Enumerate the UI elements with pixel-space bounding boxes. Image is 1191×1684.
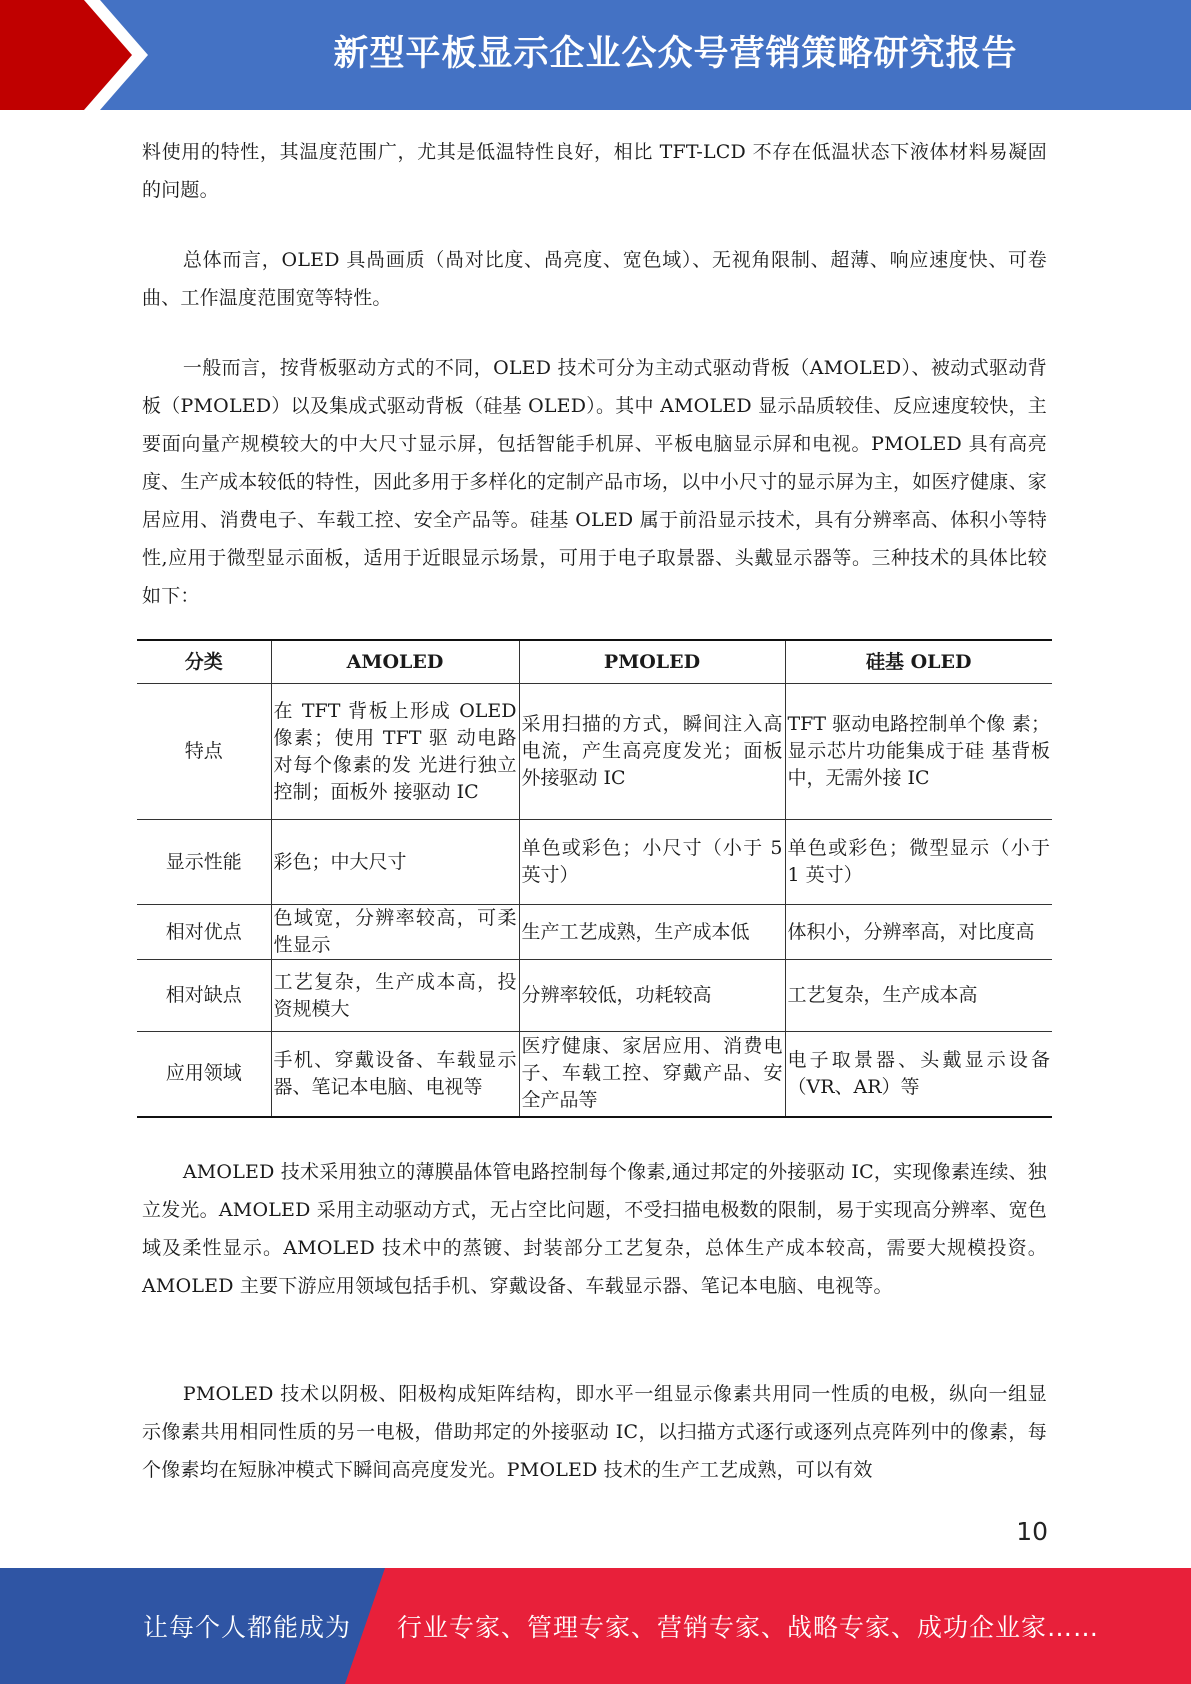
table-header-amoled: AMOLED <box>271 640 519 684</box>
row-label: 显示性能 <box>137 820 271 905</box>
paragraph-1: 料使用的特性，其温度范围广，尤其是低温特性良好，相比 TFT-LCD 不存在低温状态下液体材料易凝固的问题。 <box>142 141 1047 201</box>
table-cell: 体积小，分辨率高，对比度高 <box>785 905 1052 960</box>
paragraph-5: PMOLED 技术以阴极、阳极构成矩阵结构，即水平一组显示像素共用同一性质的电极，纵向一组显示像素共用相同性质的另一电极，借助邦定的外接驱动 IC，以扫描方式逐行或逐列点亮阵列中的像素，每个像素均在短脉冲模式下瞬间高亮度发光。PMOLED 技术的生产工艺成熟，可以有效 <box>142 1383 1047 1481</box>
table-row <box>137 960 1052 1032</box>
paragraph-classification <box>142 349 1047 615</box>
row-label: 应用领域 <box>137 1032 271 1117</box>
footer-slogan-lead: 让每个人都能成为 <box>143 1613 352 1642</box>
table-cell: TFT 驱动电路控制单个像 素；显示芯片功能集成于硅 基背板中，无需外接 IC <box>785 684 1052 820</box>
table-cell: 工艺复杂，生产成本高，投资规模大 <box>271 960 519 1032</box>
table-cell: 单色或彩色；微型显示（小于 1 英寸） <box>785 820 1052 905</box>
table-cell: 采用扫描的方式，瞬间注入高电流，产生高亮度发光；面板外接驱动 IC <box>519 684 785 820</box>
table-cell: 彩色；中大尺寸 <box>271 820 519 905</box>
paragraph-3: 一般而言，按背板驱动方式的不同，OLED 技术可分为主动式驱动背板（AMOLED）、被动式驱动背板（PMOLED）以及集成式驱动背板（硅基 OLED）。其中 AMOLED 显示品质较佳、反应速度较快，主要面向量产规模较大的中大尺寸显示屏，包括智能手机屏、平板电脑显示屏和电视。PMOLED 具有高亮度、生产成本较低的特性，因此多用于多样化的定制产品市场，以中小尺寸的显示屏为主，如医疗健康、家居应用、消费电子、车载工控、安全产品等。硅基 OLED 属于前沿显示技术，具有分辨率高、体积小等特性,应用于微型显示面板，适用于近眼显示场景，可用于电子取景器、头戴显示器等。三种技术的具体比较如下： <box>142 357 1047 607</box>
page-footer <box>0 1568 1191 1684</box>
paragraph-continuation <box>142 133 1047 209</box>
paragraph-amoled <box>142 1153 1047 1305</box>
row-label: 相对缺点 <box>137 960 271 1032</box>
table-cell: 分辨率较低，功耗较高 <box>519 960 785 1032</box>
table-row <box>137 684 1052 820</box>
document-title: 新型平板显示企业公众号营销策略研究报告 <box>333 34 1018 74</box>
table-cell: 手机、穿戴设备、车载显示器、笔记本电脑、电视等 <box>271 1032 519 1117</box>
table-cell: 生产工艺成熟，生产成本低 <box>519 905 785 960</box>
paragraph-2: 总体而言，OLED 具咼画质（咼对比度、咼亮度、宽色域）、无视角限制、超薄、响应速度快、可卷曲、工作温度范围宽等特性。 <box>142 249 1047 309</box>
table-cell: 在 TFT 背板上形成 OLED 像素；使用 TFT 驱 动电路对每个像素的发 光进行独立控制；面板外 接驱动 IC <box>271 684 519 820</box>
technology-comparison-table <box>137 639 1052 1118</box>
paragraph-pmoled <box>142 1375 1047 1489</box>
table-row <box>137 1032 1052 1117</box>
page-header <box>0 0 1191 110</box>
table-header-pmoled: PMOLED <box>519 640 785 684</box>
table-cell: 医疗健康、家居应用、消费电子、车载工控、穿戴产品、安全产品等 <box>519 1032 785 1117</box>
table-row <box>137 905 1052 960</box>
paragraph-4: AMOLED 技术采用独立的薄膜晶体管电路控制每个像素,通过邦定的外接驱动 IC，实现像素连续、独立发光。AMOLED 采用主动驱动方式，无占空比问题，不受扫描电极数的限制，易于实现高分辨率、宽色域及柔性显示。AMOLED 技术中的蒸镀、封装部分工艺复杂，总体生产成本较高，需要大规模投资。AMOLED 主要下游应用领域包括手机、穿戴设备、车载显示器、笔记本电脑、电视等。 <box>142 1161 1047 1297</box>
table-header-category: 分类 <box>137 640 271 684</box>
table-cell: 色域宽，分辨率较高，可柔性显示 <box>271 905 519 960</box>
page-number: 10 <box>1016 1517 1048 1546</box>
row-label: 相对优点 <box>137 905 271 960</box>
row-label: 特点 <box>137 684 271 820</box>
footer-slogan-roles: 行业专家、管理专家、营销专家、战略专家、成功企业家…… <box>397 1613 1100 1642</box>
table-cell: 电子取景器、头戴显示设备（VR、AR）等 <box>785 1032 1052 1117</box>
table-row <box>137 820 1052 905</box>
paragraph-summary <box>142 241 1047 317</box>
table-header-row <box>137 640 1052 684</box>
table-cell: 单色或彩色；小尺寸（小于 5 英寸） <box>519 820 785 905</box>
header-red-chevron <box>0 0 160 110</box>
table-cell: 工艺复杂，生产成本高 <box>785 960 1052 1032</box>
table-header-silicon-oled: 硅基 OLED <box>785 640 1052 684</box>
